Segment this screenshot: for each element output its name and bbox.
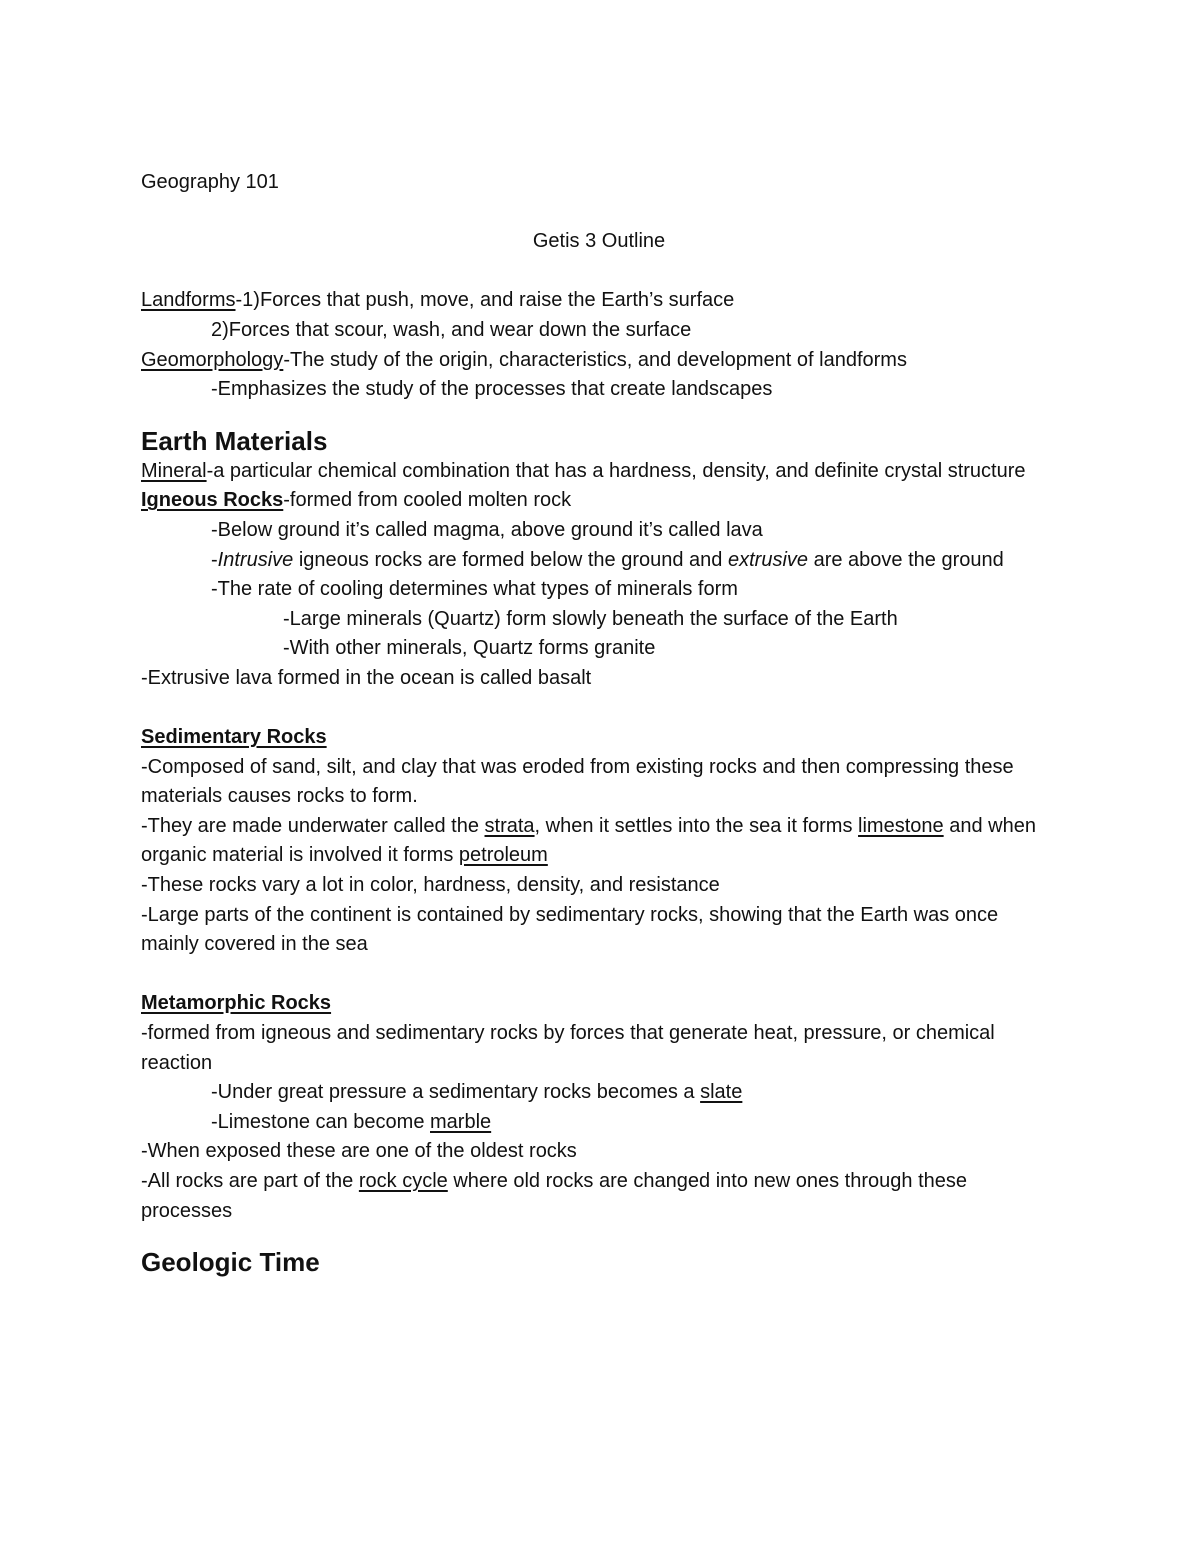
slate-term: slate [700,1081,743,1104]
extrusive-term: extrusive [727,548,809,571]
geomorphology-line [141,346,1061,376]
document-page [141,168,1061,1278]
rock-cycle-term: rock cycle [358,1170,448,1192]
igneous-point-4: -Large minerals (Quartz) form slowly beneath the surface of the Earth [283,607,898,630]
igneous-point-3: -The rate of cooling determines what types of minerals form [211,578,738,601]
earth-materials-heading: Earth Materials [141,425,328,456]
marble-term: marble [430,1110,492,1133]
sedimentary-point-4: -Large parts of the continent is contained by sedimentary rocks, showing that the Earth was once mainly covered in the sea [141,903,999,956]
metamorphic-heading: Metamorphic Rocks [141,992,332,1015]
geomorphology-term: Geomorphology [141,348,284,371]
metamorphic-heading-line [141,989,1061,1019]
igneous-point-2-mid: igneous rocks are formed below the ground and [293,548,728,571]
igneous-point-2-dash: - [211,548,218,571]
mineral-def: -a particular chemical combination that has a hardness, density, and definite crystal structure [206,459,1026,482]
doc-title: Geography 101 [141,171,279,193]
igneous-point-2-end: are above the ground [808,548,1004,571]
landforms-line-2: 2)Forces that scour, wash, and wear down the surface [211,318,692,341]
sedimentary-point-2-b: , when it settles into the sea it forms [534,814,859,837]
igneous-def: -formed from cooled molten rock [283,489,572,512]
metamorphic-point-4: -When exposed these are one of the oldest rocks [141,1140,577,1163]
strata-term: strata [484,814,535,837]
igneous-point-1: -Below ground it’s called magma, above ground it’s called lava [211,518,763,541]
metamorphic-point-5-b: where old rocks are changed into new ones through these processes [141,1170,967,1222]
metamorphic-point-2-a: -Under great pressure a sedimentary rocks becomes a [211,1081,701,1104]
limestone-term: limestone [858,814,944,837]
sedimentary-point-1: -Composed of sand, silt, and clay that was eroded from existing rocks and then compressing these materials causes rocks to form. [141,755,1014,808]
petroleum-term: petroleum [458,844,548,867]
landforms-line-1 [141,286,1061,316]
igneous-point-6: -Extrusive lava formed in the ocean is called basalt [141,666,592,689]
metamorphic-point-5-a: -All rocks are part of the [141,1170,359,1192]
sedimentary-point-2-c: and when organic material is involved it forms [141,814,1036,867]
geomorphology-sub: -Emphasizes the study of the processes that create landscapes [211,378,773,401]
metamorphic-point-5 [141,1167,1061,1226]
mineral-term: Mineral [141,459,207,482]
metamorphic-point-2 [141,1078,1061,1108]
outline-title: Getis 3 Outline [532,230,666,253]
metamorphic-point-3 [141,1108,1061,1138]
mineral-line [141,457,1061,487]
geomorphology-def: -The study of the origin, characteristics, and development of landforms [283,348,907,371]
sedimentary-heading-line [141,723,1061,753]
metamorphic-point-3-a: -Limestone can become [211,1110,431,1133]
igneous-term: Igneous Rocks [141,489,284,512]
sedimentary-heading: Sedimentary Rocks [141,726,327,749]
sedimentary-point-3: -These rocks vary a lot in color, hardness, density, and resistance [141,874,720,897]
sedimentary-point-2 [141,812,1061,871]
metamorphic-point-1: -formed from igneous and sedimentary rocks by forces that generate heat, pressure, or chemical reaction [141,1022,995,1074]
landforms-term: Landforms [141,289,236,312]
geologic-time-heading: Geologic Time [141,1247,320,1278]
igneous-point-2 [141,546,1061,576]
intrusive-term: Intrusive [217,548,294,571]
igneous-point-5: -With other minerals, Quartz forms granite [283,637,656,660]
igneous-line [141,486,1061,516]
sedimentary-point-2-a: -They are made underwater called the [141,814,485,837]
landforms-def-1: -1)Forces that push, move, and raise the Earth’s surface [235,289,735,312]
